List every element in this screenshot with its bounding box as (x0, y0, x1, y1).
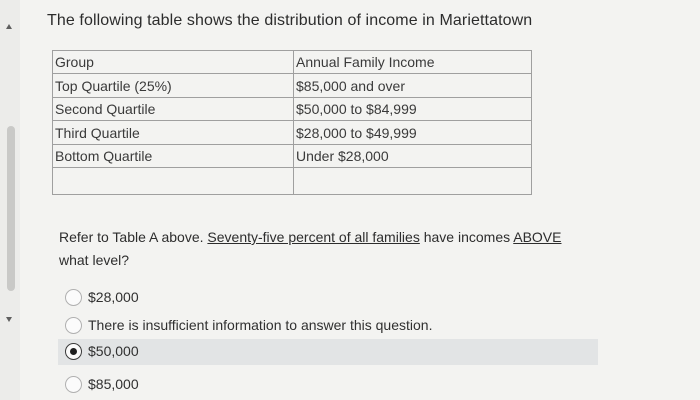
scroll-down-arrow-icon[interactable] (6, 317, 12, 322)
prompt-text: Refer to Table A above. (59, 229, 208, 245)
question-title: The following table shows the distribution of income in Mariettatown (47, 12, 533, 29)
radio-button[interactable] (65, 376, 82, 393)
table-cell (53, 168, 294, 195)
prompt-emphasis-text: ABOVE (513, 229, 562, 245)
radio-button-selected[interactable] (65, 343, 82, 360)
answer-option-label: $85,000 (88, 376, 139, 392)
table-row (53, 144, 532, 167)
scroll-thumb[interactable] (7, 126, 15, 291)
table-row (53, 121, 532, 144)
table-cell: $85,000 and over (294, 74, 532, 97)
table-row (53, 97, 532, 120)
income-distribution-table (52, 50, 532, 195)
table-cell: Second Quartile (53, 97, 294, 120)
prompt-emphasis-text: Seventy-five percent of all families (207, 229, 420, 245)
prompt-text: what level? (59, 252, 130, 268)
table-cell: Bottom Quartile (53, 144, 294, 167)
table-header-cell: Group (53, 51, 294, 74)
answer-option-insufficient-info[interactable] (58, 313, 598, 339)
answer-option-label: $28,000 (88, 289, 139, 305)
answer-option-label: There is insufficient information to answer this question. (88, 317, 433, 333)
answer-option-50000[interactable] (58, 339, 598, 365)
table-empty-row (53, 168, 532, 195)
table-cell: Top Quartile (25%) (53, 74, 294, 97)
scroll-up-arrow-icon[interactable] (6, 24, 12, 29)
left-scroll-rail[interactable] (0, 0, 20, 400)
table-header-row (53, 51, 532, 74)
answer-option-85000[interactable] (58, 372, 598, 398)
radio-button[interactable] (65, 289, 82, 306)
question-prompt (59, 226, 619, 272)
table-cell: Third Quartile (53, 121, 294, 144)
table-cell: $28,000 to $49,999 (294, 121, 532, 144)
table-row (53, 74, 532, 97)
table-cell: Under $28,000 (294, 144, 532, 167)
answer-option-28000[interactable] (58, 285, 598, 311)
table-cell (294, 168, 532, 195)
table-cell: $50,000 to $84,999 (294, 97, 532, 120)
answer-option-label: $50,000 (88, 343, 139, 359)
table-header-cell: Annual Family Income (294, 51, 532, 74)
prompt-text: have incomes (419, 229, 514, 245)
radio-button[interactable] (65, 317, 82, 334)
